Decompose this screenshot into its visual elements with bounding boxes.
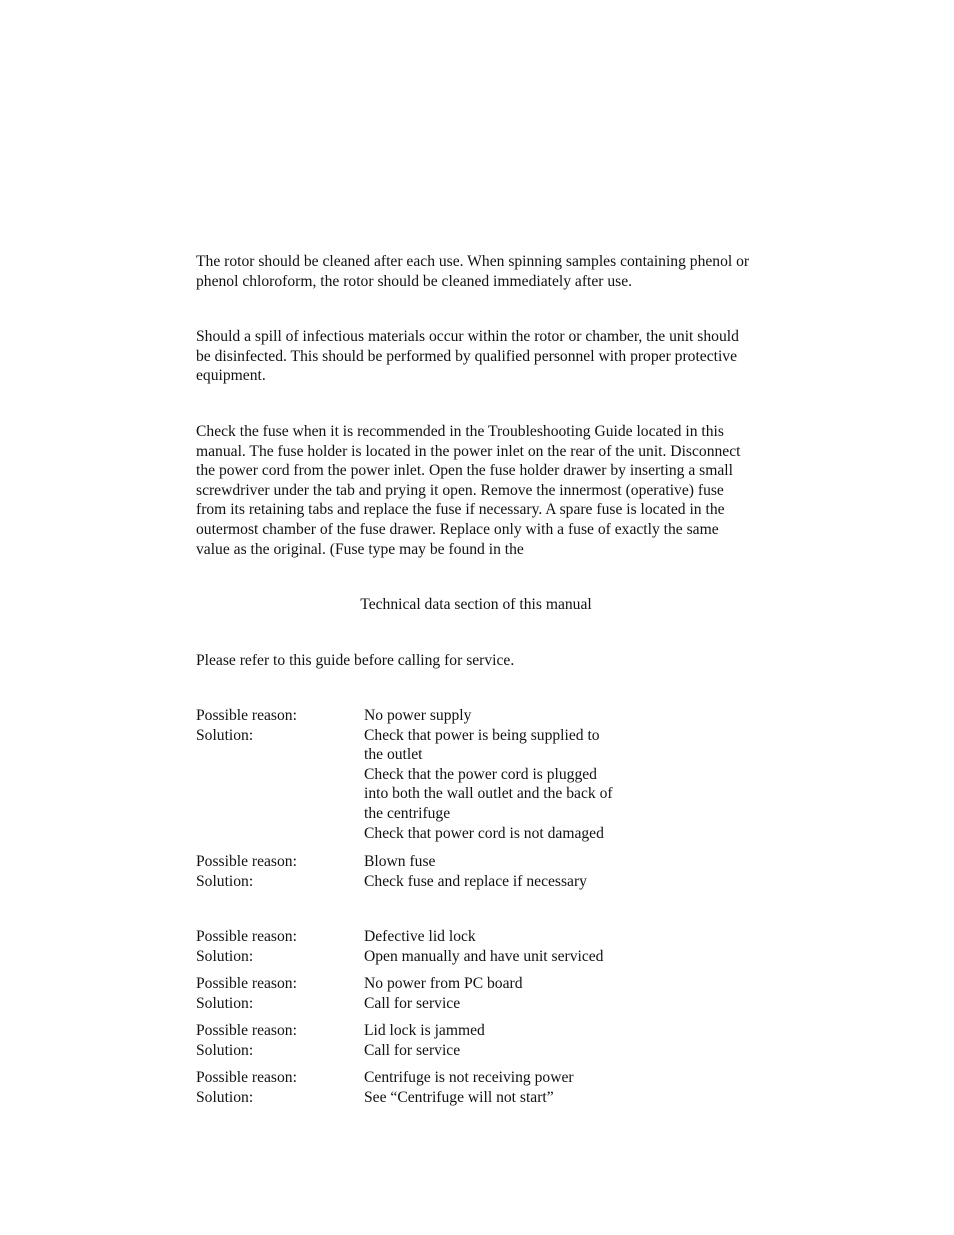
troubleshooting-entry: [196, 706, 796, 843]
text-line: phenol chloroform, the rotor should be cleaned immediately after use.: [196, 272, 633, 290]
text-line: manual. The fuse holder is located in the power inlet on the rear of the unit. Disconnect: [196, 442, 741, 460]
solution-row: [196, 947, 796, 967]
troubleshooting-entry: [196, 974, 796, 1013]
reason-row: [196, 927, 796, 947]
solution-label: Solution:: [196, 1041, 254, 1059]
tech-data-reference: Technical data section of this manual: [360, 596, 592, 613]
solution-line: See “Centrifuge will not start”: [364, 1088, 554, 1106]
text-line: Check the fuse when it is recommended in the Troubleshooting Guide located in this: [196, 423, 724, 440]
fuse-paragraph: [196, 422, 740, 559]
solution-line: the outlet: [364, 746, 423, 764]
reason-row: [196, 1021, 796, 1041]
text-line: screwdriver under the tab and prying it open. Remove the innermost (operative) fuse: [196, 481, 724, 499]
solution-value: [364, 1088, 796, 1108]
reason-value: Centrifuge is not receiving power: [364, 1069, 574, 1086]
spill-paragraph: [196, 327, 739, 386]
solution-row: [196, 994, 796, 1014]
text-line: from its retaining tabs and replace the fuse if necessary. A spare fuse is located in the: [196, 501, 725, 519]
reason-value: Blown fuse: [364, 853, 436, 870]
solution-row: [196, 1088, 796, 1108]
text-line: the power cord from the power inlet. Open the fuse holder drawer by inserting a small: [196, 462, 733, 480]
text-line: equipment.: [196, 367, 266, 385]
solution-line: into both the wall outlet and the back of: [364, 785, 613, 803]
rotor-cleaning-paragraph: [196, 252, 749, 291]
reason-row: [196, 1068, 796, 1088]
solution-line: Check fuse and replace if necessary: [364, 872, 587, 890]
solution-value: [364, 872, 796, 892]
solution-line: Call for service: [364, 1041, 461, 1059]
solution-value: [364, 947, 796, 967]
troubleshooting-entry: [196, 1021, 796, 1060]
text-line: Should a spill of infectious materials occur within the rotor or chamber, the unit should: [196, 328, 739, 345]
text-line: value as the original. (Fuse type may be found in the: [196, 540, 524, 558]
refer-guide-paragraph: Please refer to this guide before calling for service.: [196, 652, 515, 669]
solution-label: Solution:: [196, 947, 254, 965]
solution-row: [196, 872, 796, 892]
reason-label: Possible reason:: [196, 1022, 297, 1039]
reason-value: Defective lid lock: [364, 928, 476, 945]
solution-label: Solution:: [196, 994, 254, 1012]
solution-value: [364, 726, 796, 844]
reason-label: Possible reason:: [196, 928, 297, 945]
reason-value: Lid lock is jammed: [364, 1022, 485, 1039]
reason-row: [196, 852, 796, 872]
solution-label: Solution:: [196, 1088, 254, 1106]
solution-value: [364, 1041, 796, 1061]
reason-label: Possible reason:: [196, 975, 297, 992]
reason-label: Possible reason:: [196, 1069, 297, 1086]
solution-line: Check that the power cord is plugged: [364, 765, 597, 783]
solution-row: [196, 1041, 796, 1061]
solution-line: the centrifuge: [364, 804, 451, 822]
solution-line: Check that power is being supplied to: [364, 726, 600, 744]
solution-line: Check that power cord is not damaged: [364, 824, 604, 842]
text-line: The rotor should be cleaned after each use. When spinning samples containing phenol or: [196, 253, 750, 270]
reason-row: [196, 706, 796, 726]
reason-value: No power from PC board: [364, 975, 523, 992]
troubleshooting-entry: [196, 852, 796, 891]
solution-label: Solution:: [196, 872, 254, 890]
solution-label: Solution:: [196, 726, 254, 744]
solution-line: Call for service: [364, 994, 461, 1012]
reason-row: [196, 974, 796, 994]
troubleshooting-entry: [196, 1068, 796, 1107]
solution-line: Open manually and have unit serviced: [364, 947, 604, 965]
solution-row: [196, 726, 796, 844]
reason-label: Possible reason:: [196, 707, 297, 724]
text-line: be disinfected. This should be performed by qualified personnel with proper protective: [196, 347, 738, 365]
reason-label: Possible reason:: [196, 853, 297, 870]
troubleshooting-entry: [196, 927, 796, 966]
reason-value: No power supply: [364, 707, 472, 724]
text-line: outermost chamber of the fuse drawer. Replace only with a fuse of exactly the same: [196, 520, 719, 538]
solution-value: [364, 994, 796, 1014]
